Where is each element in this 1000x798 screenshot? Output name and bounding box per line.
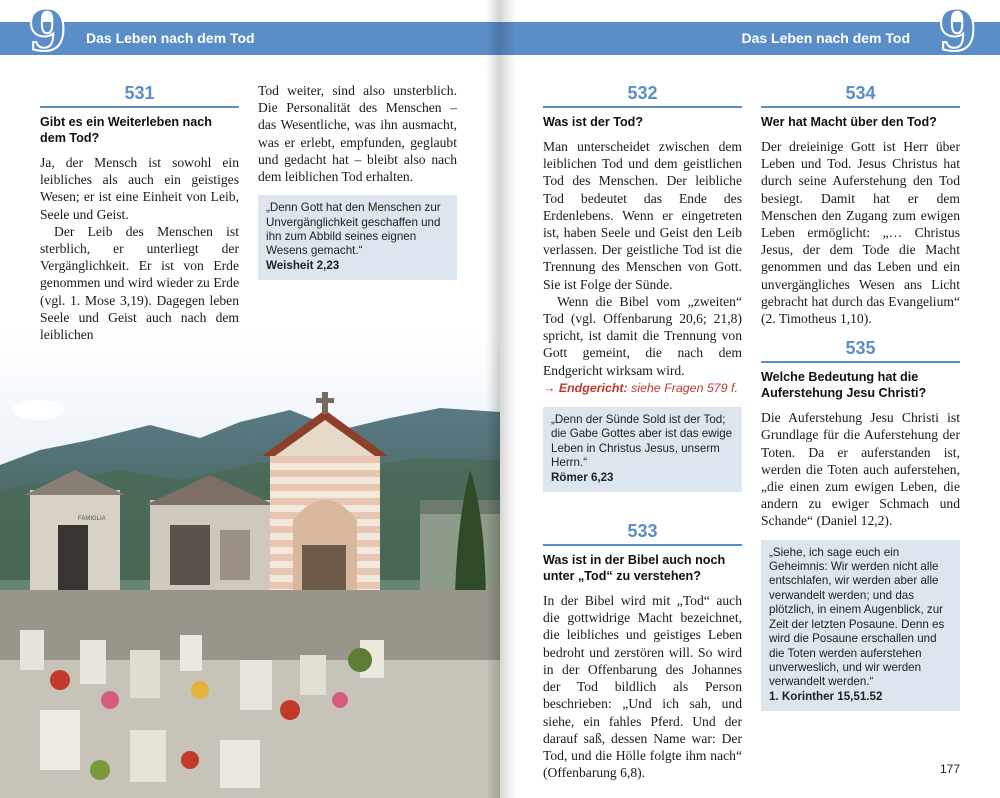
- cross-reference-text: siehe Fragen 579 f.: [631, 380, 738, 395]
- chapter-number: 9: [938, 0, 977, 64]
- question-534-535-column: [761, 82, 960, 711]
- divider: [761, 106, 960, 108]
- answer-paragraph: Der Leib des Menschen ist sterblich, er unterliegt der Vergänglichkeit. Er ist von Erde genommen und wird wieder zu Erde (vgl. 1. Mose 3,19). Dagegen leben Seele und Geist auch nach dem leiblichen: [40, 223, 239, 343]
- gutter-shadow: [500, 0, 516, 798]
- chapter-title: Das Leben nach dem Tod: [86, 30, 255, 46]
- answer-paragraph: Wenn die Bibel vom „zweiten“ Tod (vgl. Offenbarung 20,6; 21,8) spricht, ist damit die Trennung von Gott gemeint, die nach dem Endgericht wirksam wird.: [543, 293, 742, 378]
- page-number: 177: [939, 762, 960, 776]
- quote-text: „Denn der Sünde Sold ist der Tod; die Gabe Gottes aber ist das ewige Leben in Christus Jesus, unserm Herrn.“: [551, 413, 733, 470]
- question-heading: Was ist der Tod?: [543, 115, 644, 129]
- divider: [543, 544, 742, 546]
- arrow-icon: →: [543, 380, 556, 395]
- divider: [761, 361, 960, 363]
- answer-paragraph: In der Bibel wird mit „Tod“ auch die gottwidrige Macht bezeichnet, die leibliches und geistiges Leben bedroht und zerstören will. So wird in der Offenbarung des Johannes der Tod bildlich als Person beschrieben: „Und ich sah, und siehe, ein fahles Pferd. Und der darauf saß, dessen Name war: Der Tod, und die Hölle folgte ihm nach“ (Offenbarung 6,8).: [543, 593, 742, 781]
- cross-reference-term: Endgericht:: [558, 380, 628, 395]
- question-heading: Welche Bedeutung hat die Auferstehung Jesu Christi?: [761, 370, 927, 401]
- quote-text: „Siehe, ich sage euch ein Geheimnis: Wir werden nicht alle entschlafen, wir werden aber alle verwandelt werden; und das plötzlich, in einem Augenblick, zur Zeit der letzten Posaune. Denn es wird die Posaune erschallen und die Toten werden auferstehen unverweslich, und wir werden verwandelt werden.“: [769, 545, 945, 689]
- quote-text: „Denn Gott hat den Menschen zur Unvergänglichkeit geschaffen und ihn zum Abbild seines eignen Wesens gemacht.“: [266, 201, 441, 258]
- question-532-533-column: [543, 82, 742, 781]
- quote-source: Römer 6,23: [551, 470, 614, 484]
- right-page: [500, 0, 1000, 798]
- question-heading: Gibt es ein Weiterleben nach dem Tod?: [40, 115, 212, 145]
- tomb-inscription: FAMIGLIA: [78, 516, 106, 522]
- divider: [543, 106, 742, 108]
- quote-source: Weisheit 2,23: [266, 258, 340, 272]
- answer-paragraph: Man unterscheidet zwischen dem leiblichen Tod und dem geistlichen Tod des Menschen. Der leibliche Tod bedeutet das Ende des Erdenlebens. Wenn er eingetreten ist, haben Seele und Geist den Leib verlassen. Der geistliche Tod ist die Trennung des Menschen von Gott. Sie ist Folge der Sünde.: [543, 139, 742, 292]
- answer-paragraph: Ja, der Mensch ist sowohl ein leibliches als auch ein geistiges Wesen; er ist eine Einheit von Leib, Seele und Geist.: [40, 155, 239, 222]
- question-number: 533: [627, 521, 658, 542]
- question-531-column: [40, 82, 239, 343]
- chapter-number: 9: [28, 0, 67, 64]
- quote-source: 1. Korinther 15,51.52: [769, 689, 883, 703]
- bible-quote: [543, 407, 742, 492]
- chapter-title: Das Leben nach dem Tod: [741, 30, 910, 46]
- question-531-continued-column: [258, 82, 457, 280]
- cross-reference[interactable]: [543, 380, 742, 397]
- bible-quote: [258, 195, 457, 280]
- answer-paragraph: Der dreieinige Gott ist Herr über Leben und Tod. Jesus Christus hat durch seine Auferstehung den Tod besiegt. Damit hat er dem Menschen den Zugang zum ewigen Leben ermöglicht: „… Christus Jesus, der dem Tode die Macht genommen und das Leben und ein unvergängliches Wesen ans Licht gebracht hat durch das Evangelium“ (2. Timotheus 1,10).: [761, 139, 960, 327]
- question-number: 531: [124, 83, 155, 103]
- question-number: 535: [845, 338, 876, 359]
- cemetery-photo: [0, 330, 500, 798]
- answer-paragraph: Die Auferstehung Jesu Christi ist Grundlage für die Auferstehung der Toten. Da er auferstanden ist, werden die Toten auch auferstehen, „die einen zum ewigen Leben, die andern zu ewiger Schmach und Schande“ (Daniel 12,2).: [761, 410, 960, 529]
- question-number: 532: [627, 83, 658, 103]
- question-heading: Was ist in der Bibel auch noch unter „Tod“ zu verstehen?: [543, 553, 726, 584]
- answer-paragraph: Tod weiter, sind also unsterblich. Die Personalität des Menschen – das Wesentliche, was ihn ausmacht, was er erlebt, empfunden, geglaubt und gedacht hat – bleibt also nach dem leiblichen Tod erhalten.: [258, 83, 457, 185]
- question-heading: Wer hat Macht über den Tod?: [761, 115, 937, 129]
- question-number: 534: [845, 83, 876, 103]
- bible-quote: [761, 540, 960, 711]
- divider: [40, 106, 239, 108]
